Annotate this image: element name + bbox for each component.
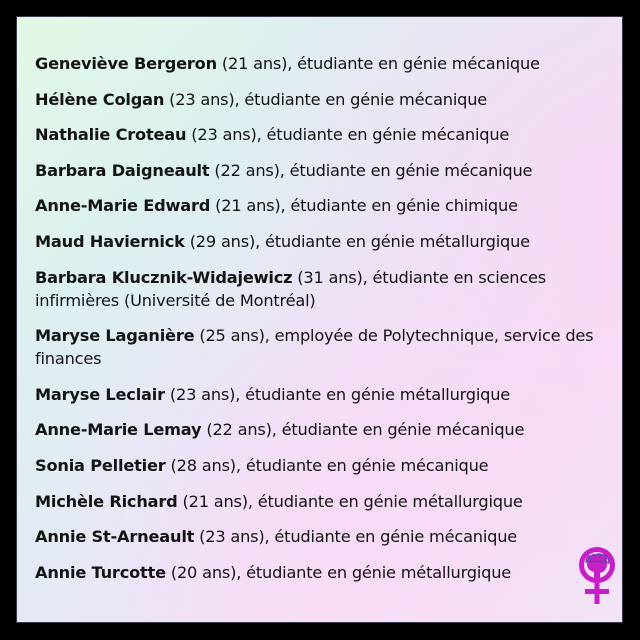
list-item	[35, 230, 615, 253]
list-item	[35, 561, 615, 584]
victim-details: (29 ans), étudiante en génie métallurgique	[184, 231, 530, 251]
victim-name: Maud Haviernick	[35, 231, 185, 251]
list-item	[35, 324, 615, 370]
victim-details: (20 ans), étudiante en génie métallurgique	[165, 562, 512, 582]
victim-name: Barbara Klucznik-Widajewicz	[35, 267, 293, 287]
victim-name: Maryse Laganière	[35, 326, 195, 346]
victim-details: (21 ans), étudiante en génie mécanique	[216, 54, 540, 73]
list-item	[35, 52, 615, 75]
victim-name: Michèle Richard	[35, 491, 178, 511]
victim-name: Anne-Marie Lemay	[35, 420, 202, 440]
list-item	[35, 418, 615, 441]
victim-name: Hélène Colgan	[35, 89, 165, 109]
list-item	[35, 490, 615, 513]
list-item	[35, 525, 615, 548]
victim-name: Geneviève Bergeron	[35, 54, 217, 73]
victim-name: Sonia Pelletier	[35, 455, 166, 475]
victim-name: Nathalie Croteau	[35, 125, 187, 145]
victim-details: (22 ans), étudiante en génie mécanique	[209, 160, 533, 180]
victim-details: (28 ans), étudiante en génie mécanique	[165, 455, 489, 475]
victim-name: Anne-Marie Edward	[35, 196, 211, 216]
victim-name: Annie St-Arneault	[35, 527, 195, 547]
list-item	[35, 159, 615, 182]
memorial-card	[16, 16, 623, 623]
victims-list	[35, 52, 615, 596]
victim-name: Barbara Daigneault	[35, 160, 210, 180]
victim-details: (21 ans), étudiante en génie métallurgique	[177, 491, 523, 511]
victim-details: (22 ans), étudiante en génie mécanique	[201, 420, 525, 440]
victim-details: (23 ans), étudiante en génie mécanique	[164, 89, 488, 109]
victim-name: Maryse Leclair	[35, 384, 165, 404]
victim-details: (25 ans), employée de Polytechnique, service des finances	[35, 326, 594, 369]
list-item	[35, 88, 615, 111]
victim-details: (23 ans), étudiante en génie mécanique	[194, 527, 518, 547]
victim-details: (31 ans), étudiante en sciences infirmières (Université de Montréal)	[35, 267, 547, 310]
victim-details: (23 ans), étudiante en génie métallurgique	[164, 384, 511, 404]
list-item	[35, 383, 615, 406]
victim-details: (23 ans), étudiante en génie mécanique	[186, 125, 510, 145]
victim-name: Annie Turcotte	[35, 562, 166, 582]
victim-details: (21 ans), étudiante en génie chimique	[210, 196, 518, 216]
list-item	[35, 266, 615, 312]
list-item	[35, 194, 615, 217]
feminist-fist-venus-icon	[575, 545, 619, 607]
list-item	[35, 123, 615, 146]
list-item	[35, 454, 615, 477]
